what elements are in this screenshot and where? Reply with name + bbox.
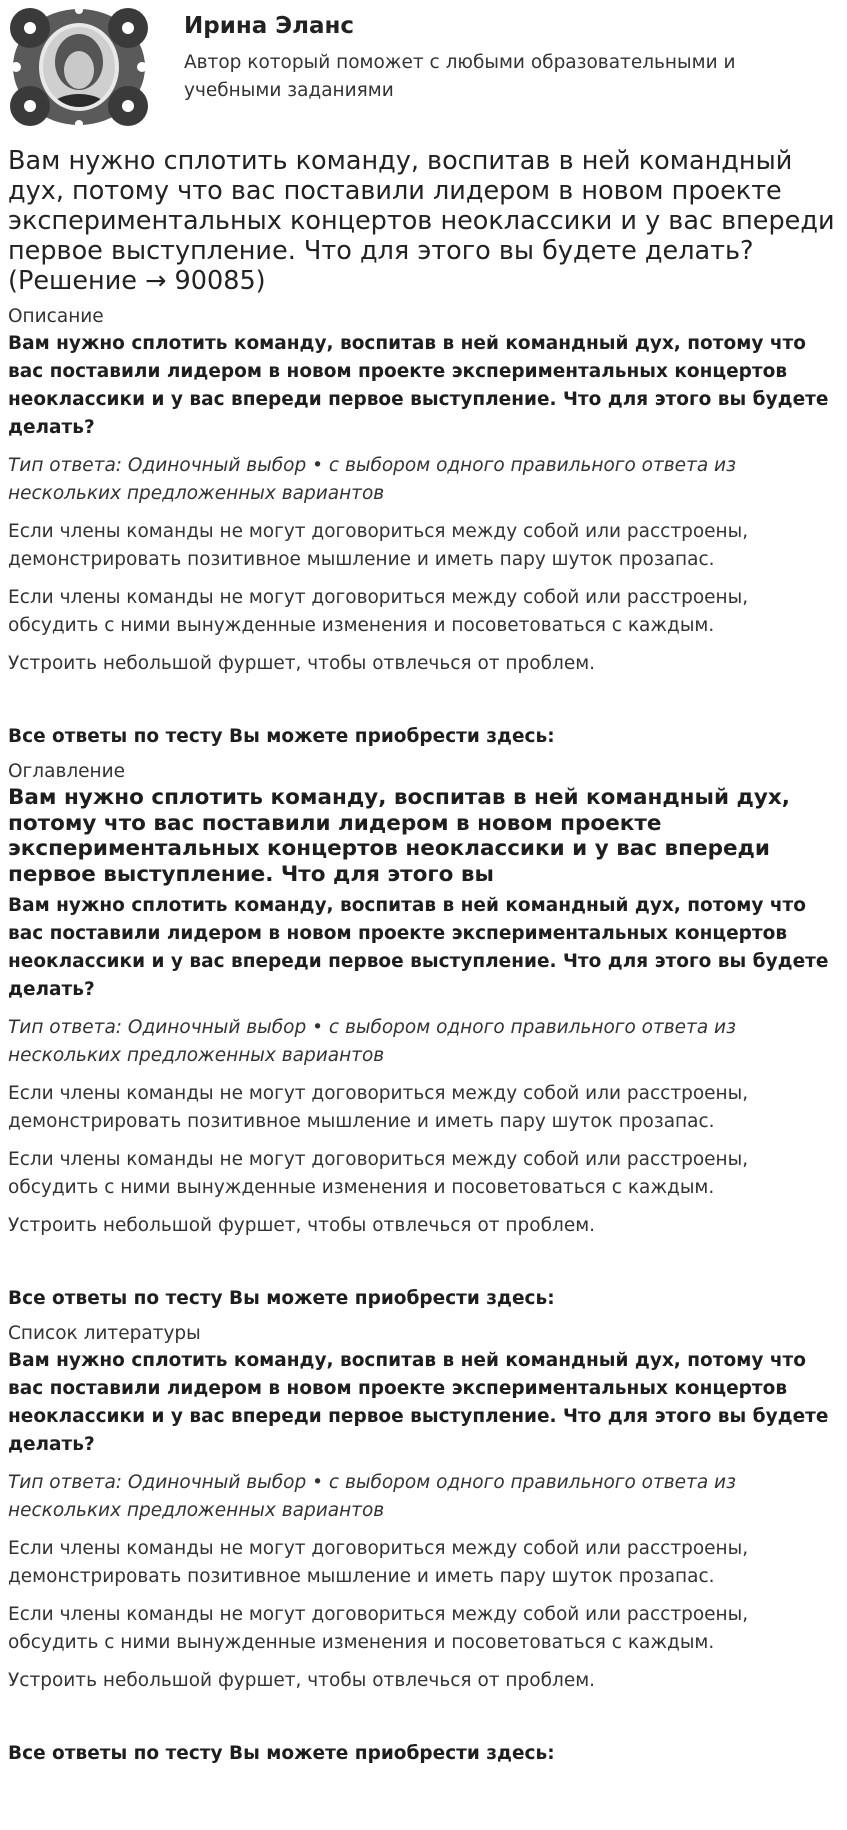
toc-section — [8, 760, 843, 1313]
answer-option: Если члены команды не могут договориться между собой или расстроены, обсудить с ними вынужденные изменения и посоветоваться с каждым. — [8, 1149, 749, 1198]
buy-answers-text: Все ответы по тесту Вы можете приобрести здесь: — [8, 1743, 555, 1764]
buy-answers-text: Все ответы по тесту Вы можете приобрести здесь: — [8, 726, 555, 747]
answer-option: Устроить небольшой фуршет, чтобы отвлечься от проблем. — [8, 1215, 596, 1236]
answer-type: Тип ответа: Одиночный выбор • с выбором одного правильного ответа из нескольких предложенных вариантов — [8, 455, 736, 504]
description-section — [8, 305, 843, 751]
section-label-description: Описание — [8, 306, 104, 327]
answer-type: Тип ответа: Одиночный выбор • с выбором одного правильного ответа из нескольких предложенных вариантов — [8, 1472, 736, 1521]
answer-option: Если члены команды не могут договориться между собой или расстроены, демонстрировать позитивное мышление и иметь пару шуток прозапас. — [8, 1083, 749, 1132]
answer-option: Устроить небольшой фуршет, чтобы отвлечься от проблем. — [8, 653, 596, 674]
answer-option: Если члены команды не могут договориться между собой или расстроены, демонстрировать позитивное мышление и иметь пару шуток прозапас. — [8, 521, 749, 570]
answer-option: Если члены команды не могут договориться между собой или расстроены, демонстрировать позитивное мышление и иметь пару шуток прозапас. — [8, 1538, 749, 1587]
answer-option: Устроить небольшой фуршет, чтобы отвлечься от проблем. — [8, 1670, 596, 1691]
answer-option: Если члены команды не могут договориться между собой или расстроены, обсудить с ними вынужденные изменения и посоветоваться с каждым. — [8, 587, 749, 636]
answer-option: Если члены команды не могут договориться между собой или расстроены, обсудить с ними вынужденные изменения и посоветоваться с каждым. — [8, 1604, 749, 1653]
page — [8, 0, 843, 1768]
question-text: Вам нужно сплотить команду, воспитав в ней командный дух, потому что вас поставили лидером в новом проекте экспериментальных концертов неоклассики и у вас впереди первое выступление. Что для этого вы будете делать? — [8, 895, 829, 1000]
section-label-bibliography: Список литературы — [8, 1323, 201, 1344]
author-name[interactable]: Ирина Эланс — [184, 13, 355, 39]
answer-type: Тип ответа: Одиночный выбор • с выбором одного правильного ответа из нескольких предложенных вариантов — [8, 1017, 736, 1066]
page-title: Вам нужно сплотить команду, воспитав в ней командный дух, потому что вас поставили лидером в новом проекте экспериментальных концертов неоклассики и у вас впереди первое выступление. Что для этого вы будете делать? (Решение → 90085) — [8, 146, 835, 296]
section-label-toc: Оглавление — [8, 761, 126, 782]
question-text: Вам нужно сплотить команду, воспитав в ней командный дух, потому что вас поставили лидером в новом проекте экспериментальных концертов неоклассики и у вас впереди первое выступление. Что для этого вы будете делать? — [8, 1350, 829, 1455]
author-block — [8, 0, 843, 140]
author-avatar[interactable] — [8, 4, 150, 130]
buy-answers-text: Все ответы по тесту Вы можете приобрести здесь: — [8, 1288, 555, 1309]
toc-heading: Вам нужно сплотить команду, воспитав в ней командный дух, потому что вас поставили лидером в новом проекте экспериментальных концертов неоклассики и у вас впереди первое выступление. Что для этого вы — [8, 785, 790, 887]
bibliography-section — [8, 1322, 843, 1768]
author-description: Автор который поможет с любыми образовательными и учебными заданиями — [184, 52, 736, 101]
question-text: Вам нужно сплотить команду, воспитав в ней командный дух, потому что вас поставили лидером в новом проекте экспериментальных концертов неоклассики и у вас впереди первое выступление. Что для этого вы будете делать? — [8, 333, 829, 438]
